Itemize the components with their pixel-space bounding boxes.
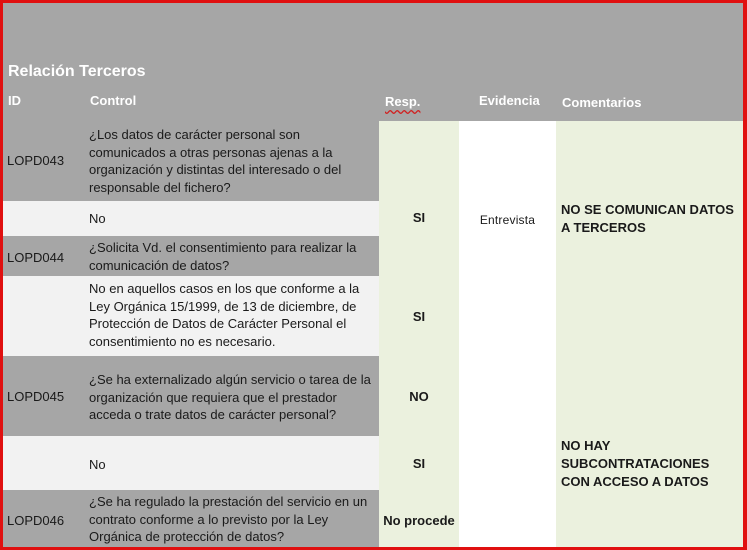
row-resp: SI bbox=[412, 210, 426, 225]
table-row-lopd044 bbox=[3, 236, 379, 276]
column-header-comentarios: Comentarios bbox=[562, 95, 642, 110]
comment-lopd045: NO HAY SUBCONTRATACIONES CON ACCESO A DATOS bbox=[561, 438, 710, 489]
evidencia-value: Entrevista bbox=[479, 213, 536, 227]
column-header-id: ID bbox=[8, 93, 21, 108]
row-resp: NO bbox=[409, 389, 429, 404]
row-id: LOPD043 bbox=[7, 153, 65, 168]
section-title: Relación Terceros bbox=[8, 63, 146, 80]
column-header-evidencia: Evidencia bbox=[479, 93, 540, 108]
row-control: No bbox=[89, 457, 106, 472]
row-control: ¿Se ha externalizado algún servicio o tarea de la organización que requiera que el prestador acceda o trate datos de carácter personal? bbox=[89, 372, 371, 422]
table-row-lopd043 bbox=[3, 121, 379, 201]
row-id: LOPD045 bbox=[7, 389, 65, 404]
row-resp: SI bbox=[412, 309, 426, 324]
row-control: ¿Se ha regulado la prestación del servicio en un contrato conforme a lo previsto por la Ley Orgánica de protección de datos? bbox=[89, 494, 368, 544]
table-row-lopd046 bbox=[3, 490, 379, 550]
table-row-answer bbox=[3, 436, 379, 490]
column-header-control: Control bbox=[90, 93, 137, 108]
row-control: No bbox=[89, 211, 106, 226]
row-control: No en aquellos casos en los que conforme a la Ley Orgánica 15/1999, de 13 de diciembre, de Protección de Datos de Carácter Personal el consentimiento no es necesario. bbox=[89, 281, 360, 349]
evidencia-column bbox=[459, 121, 556, 550]
row-resp: No procede bbox=[383, 513, 455, 528]
row-control: ¿Solicita Vd. el consentimiento para realizar la comunicación de datos? bbox=[89, 240, 357, 273]
resp-column bbox=[379, 121, 459, 550]
comment-lopd043: NO SE COMUNICAN DATOS A TERCEROS bbox=[561, 202, 734, 235]
table-row-lopd045 bbox=[3, 356, 379, 436]
column-header-resp: Resp. bbox=[385, 94, 421, 109]
row-id: LOPD044 bbox=[7, 250, 65, 265]
table-row-answer bbox=[3, 201, 379, 236]
row-control: ¿Los datos de carácter personal son comunicados a otras personas ajenas a la organización y distintas del interesado o del responsable del fichero? bbox=[89, 127, 342, 195]
row-id: LOPD046 bbox=[7, 513, 65, 528]
table-row-answer bbox=[3, 276, 379, 356]
row-resp: SI bbox=[412, 456, 426, 471]
